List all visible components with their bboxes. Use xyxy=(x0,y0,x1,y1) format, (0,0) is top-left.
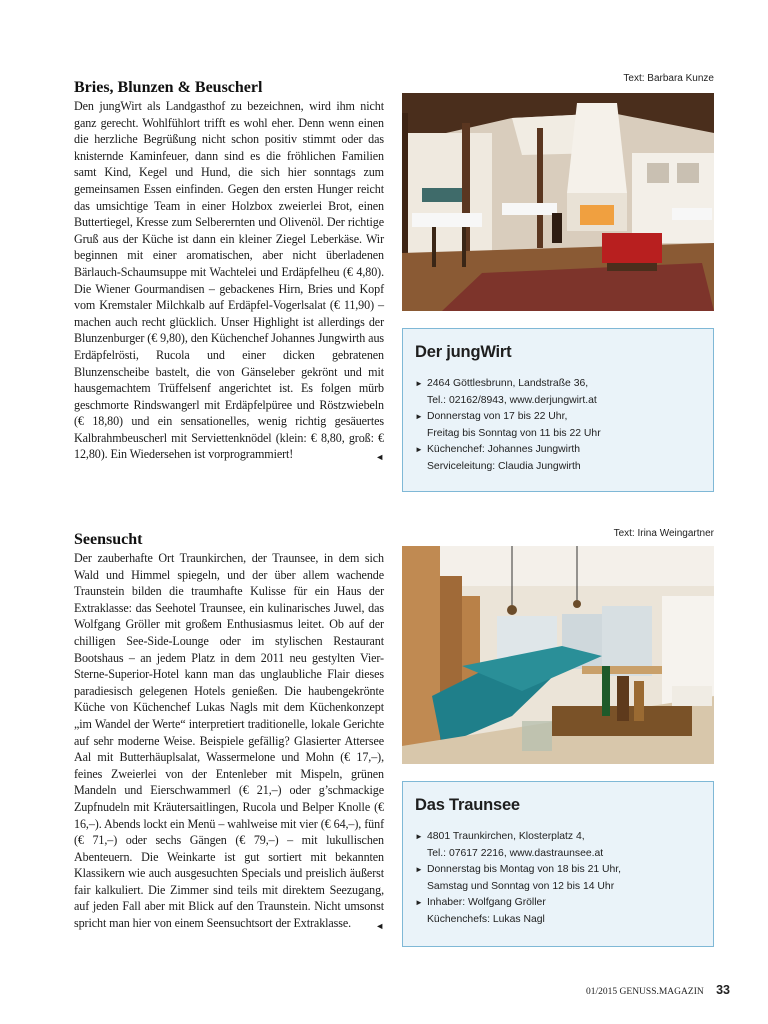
bullet-icon: ► xyxy=(415,865,423,874)
info-box-jungwirt xyxy=(402,328,714,492)
info-item-staff: ► Küchenchef: Johannes Jungwirth Serviceleitung: Claudia Jungwirth xyxy=(415,444,581,472)
info-box-title: Das Traunsee xyxy=(415,796,520,814)
info-item-staff: ► Inhaber: Wolfgang Gröller Küchenchefs: Lukas Nagl xyxy=(415,897,546,925)
article-traunsee xyxy=(74,530,384,935)
info-item-hours: ► Donnerstag von 17 bis 22 Uhr, Freitag bis Sonntag von 11 bis 22 Uhr xyxy=(415,411,601,439)
restaurant-photo-traunsee xyxy=(402,546,714,764)
article-body: Den jungWirt als Landgasthof zu bezeichnen, wird ihm nicht ganz gerecht. Wohlfühlort trifft es wohl eher. Denn wenn einen die herzliche Begrüßung nicht schon positiv stimmt oder das knisternde Kaminfeuer, dann sind es die fröhlichen Familien samt Kind, Kegel und Hund, die sich hier sonntags zum gemeinsamen Essen einfinden. Gegen den ersten Hunger reicht das umsichtige Team in einer Holzbox zweierlei Brot, einen Buttertiegel, Kresse zum Selberernten und Olivenöl. Der richtige Gruß aus der Küche ist dann ein kleiner Ziegel Leberkäse. Wir beginnen mit einer aromatischen, aber nicht überladenen Bärlauch-Schaumsuppe mit Wachtelei und Erdäpfelheu (€ 4,80). Die Wiener Gourmandisen – gebackenes Hirn, Bries und Kopf vom Kremstaler Milchkalb auf Erdäpfel-Vogerlsalat (€ 11,90) – machen auch recht glücklich. Unser Highlight ist allerdings der Blunzenburger (€ 9,80), den Küchenchef Johannes Jungwirth aus Erdäpfelrösti, Rucola und einer dicken gebratenen Blunzenscheibe bastelt, die von Gänseleber gekrönt und mit hausgemachtem Trüffelsenf angerichtet ist. Es folgen mürb geschmorte Rindswangerl mit Erdäpfelpüree und Röstzwiebeln (€ 18,80) und ein sensationelles, wenig richtig gesäuertes Kalbrahmbeuscherl mit Serviettenknödel (klein: € 8,80, groß: € 12,80). Ein Wiedersehen ist vorprogrammiert! ◄ xyxy=(74,98,384,463)
article-title: Seensucht xyxy=(74,531,143,548)
article-jungwirt xyxy=(74,78,384,466)
info-box-traunsee xyxy=(402,781,714,947)
info-item-hours: ► Donnerstag bis Montag von 18 bis 21 Uhr, Samstag und Sonntag von 12 bis 14 Uhr xyxy=(415,864,622,892)
info-list xyxy=(415,829,703,928)
info-item-address: ► 4801 Traunkirchen, Klosterplatz 4, Tel.: 07617 2216, www.dastraunsee.at xyxy=(415,831,604,859)
issue-label: 01/2015 xyxy=(586,987,618,997)
text-credit: Text: Irina Weingartner xyxy=(613,528,714,539)
end-mark-icon: ◄ xyxy=(375,921,384,932)
bullet-icon: ► xyxy=(415,445,423,454)
bullet-icon: ► xyxy=(415,898,423,907)
text-credit: Text: Barbara Kunze xyxy=(623,73,714,84)
article-body: Der zauberhafte Ort Traunkirchen, der Traunsee, in dem sich Wald und Himmel spiegeln, und der über allem wachende Traunstein bilden die traumhafte Kulisse für ein Haus der Extraklasse: das Seehotel Traunsee, ein kulinarisches Juwel, das Wolfgang Gröller mit großem Enthusiasmus leitet. Ob auf der chilligen See-Side-Lounge oder im stylischen Restaurant Bootshaus – an jedem Platz in dem 2011 neu gestylten Vier-Sterne-Superior-Hotel kann man das unglaubliche Flair dieses paradiesisch gelegenen Hotels genießen. Die haubengekrönte Küche von Küchenchef Lukas Nagls mit dem Küchenkonzept „im Wandel der Werte“ interpretiert traditionelle, lokale Gerichte auf sehr moderne Weise. Beispiele gefällig? Glasierter Attersee Aal mit Butterhäuplsalat, Wassermelone und Mohn (€ 17,–), feines Zweierlei von der Entenleber mit Mispeln, grünen Mandeln und Eierschwammerl (€ 21,–) oder g’schmackige Zupfnudeln mit Kräutersaitlingen, Rucola und Belper Knolle (€ 16,–). Abends lockt ein Menü – wahlweise mit vier (€ 64,–), fünf (€ 71,–) oder sechs Gängen (€ 79,–) – mit lukullischen Abenteuern. Die Weinkarte ist gut sortiert mit bekannten Klassikern wie auch ausgesuchten Specials und preislich äußerst fair kalkuliert. Die Zimmer sind teils mit direktem Seezugang, auf jeden Fall aber mit Blick auf den Traunstein. Nicht umsonst spricht man hier von einem Seensuchtsort der Extraklasse. ◄ xyxy=(74,550,384,932)
page-number: 33 xyxy=(716,983,730,997)
magazine-name: GENUSS.MAGAZIN xyxy=(619,987,704,997)
page-footer xyxy=(586,983,730,997)
restaurant-photo-jungwirt xyxy=(402,93,714,311)
bullet-icon: ► xyxy=(415,832,423,841)
bullet-icon: ► xyxy=(415,412,423,421)
info-box-title: Der jungWirt xyxy=(415,343,512,361)
bullet-icon: ► xyxy=(415,379,423,388)
info-item-address: ► 2464 Göttlesbrunn, Landstraße 36, Tel.: 02162/8943, www.derjungwirt.at xyxy=(415,378,597,406)
info-list xyxy=(415,376,703,475)
end-mark-icon: ◄ xyxy=(375,452,384,463)
article-title: Bries, Blunzen & Beuscherl xyxy=(74,79,263,96)
